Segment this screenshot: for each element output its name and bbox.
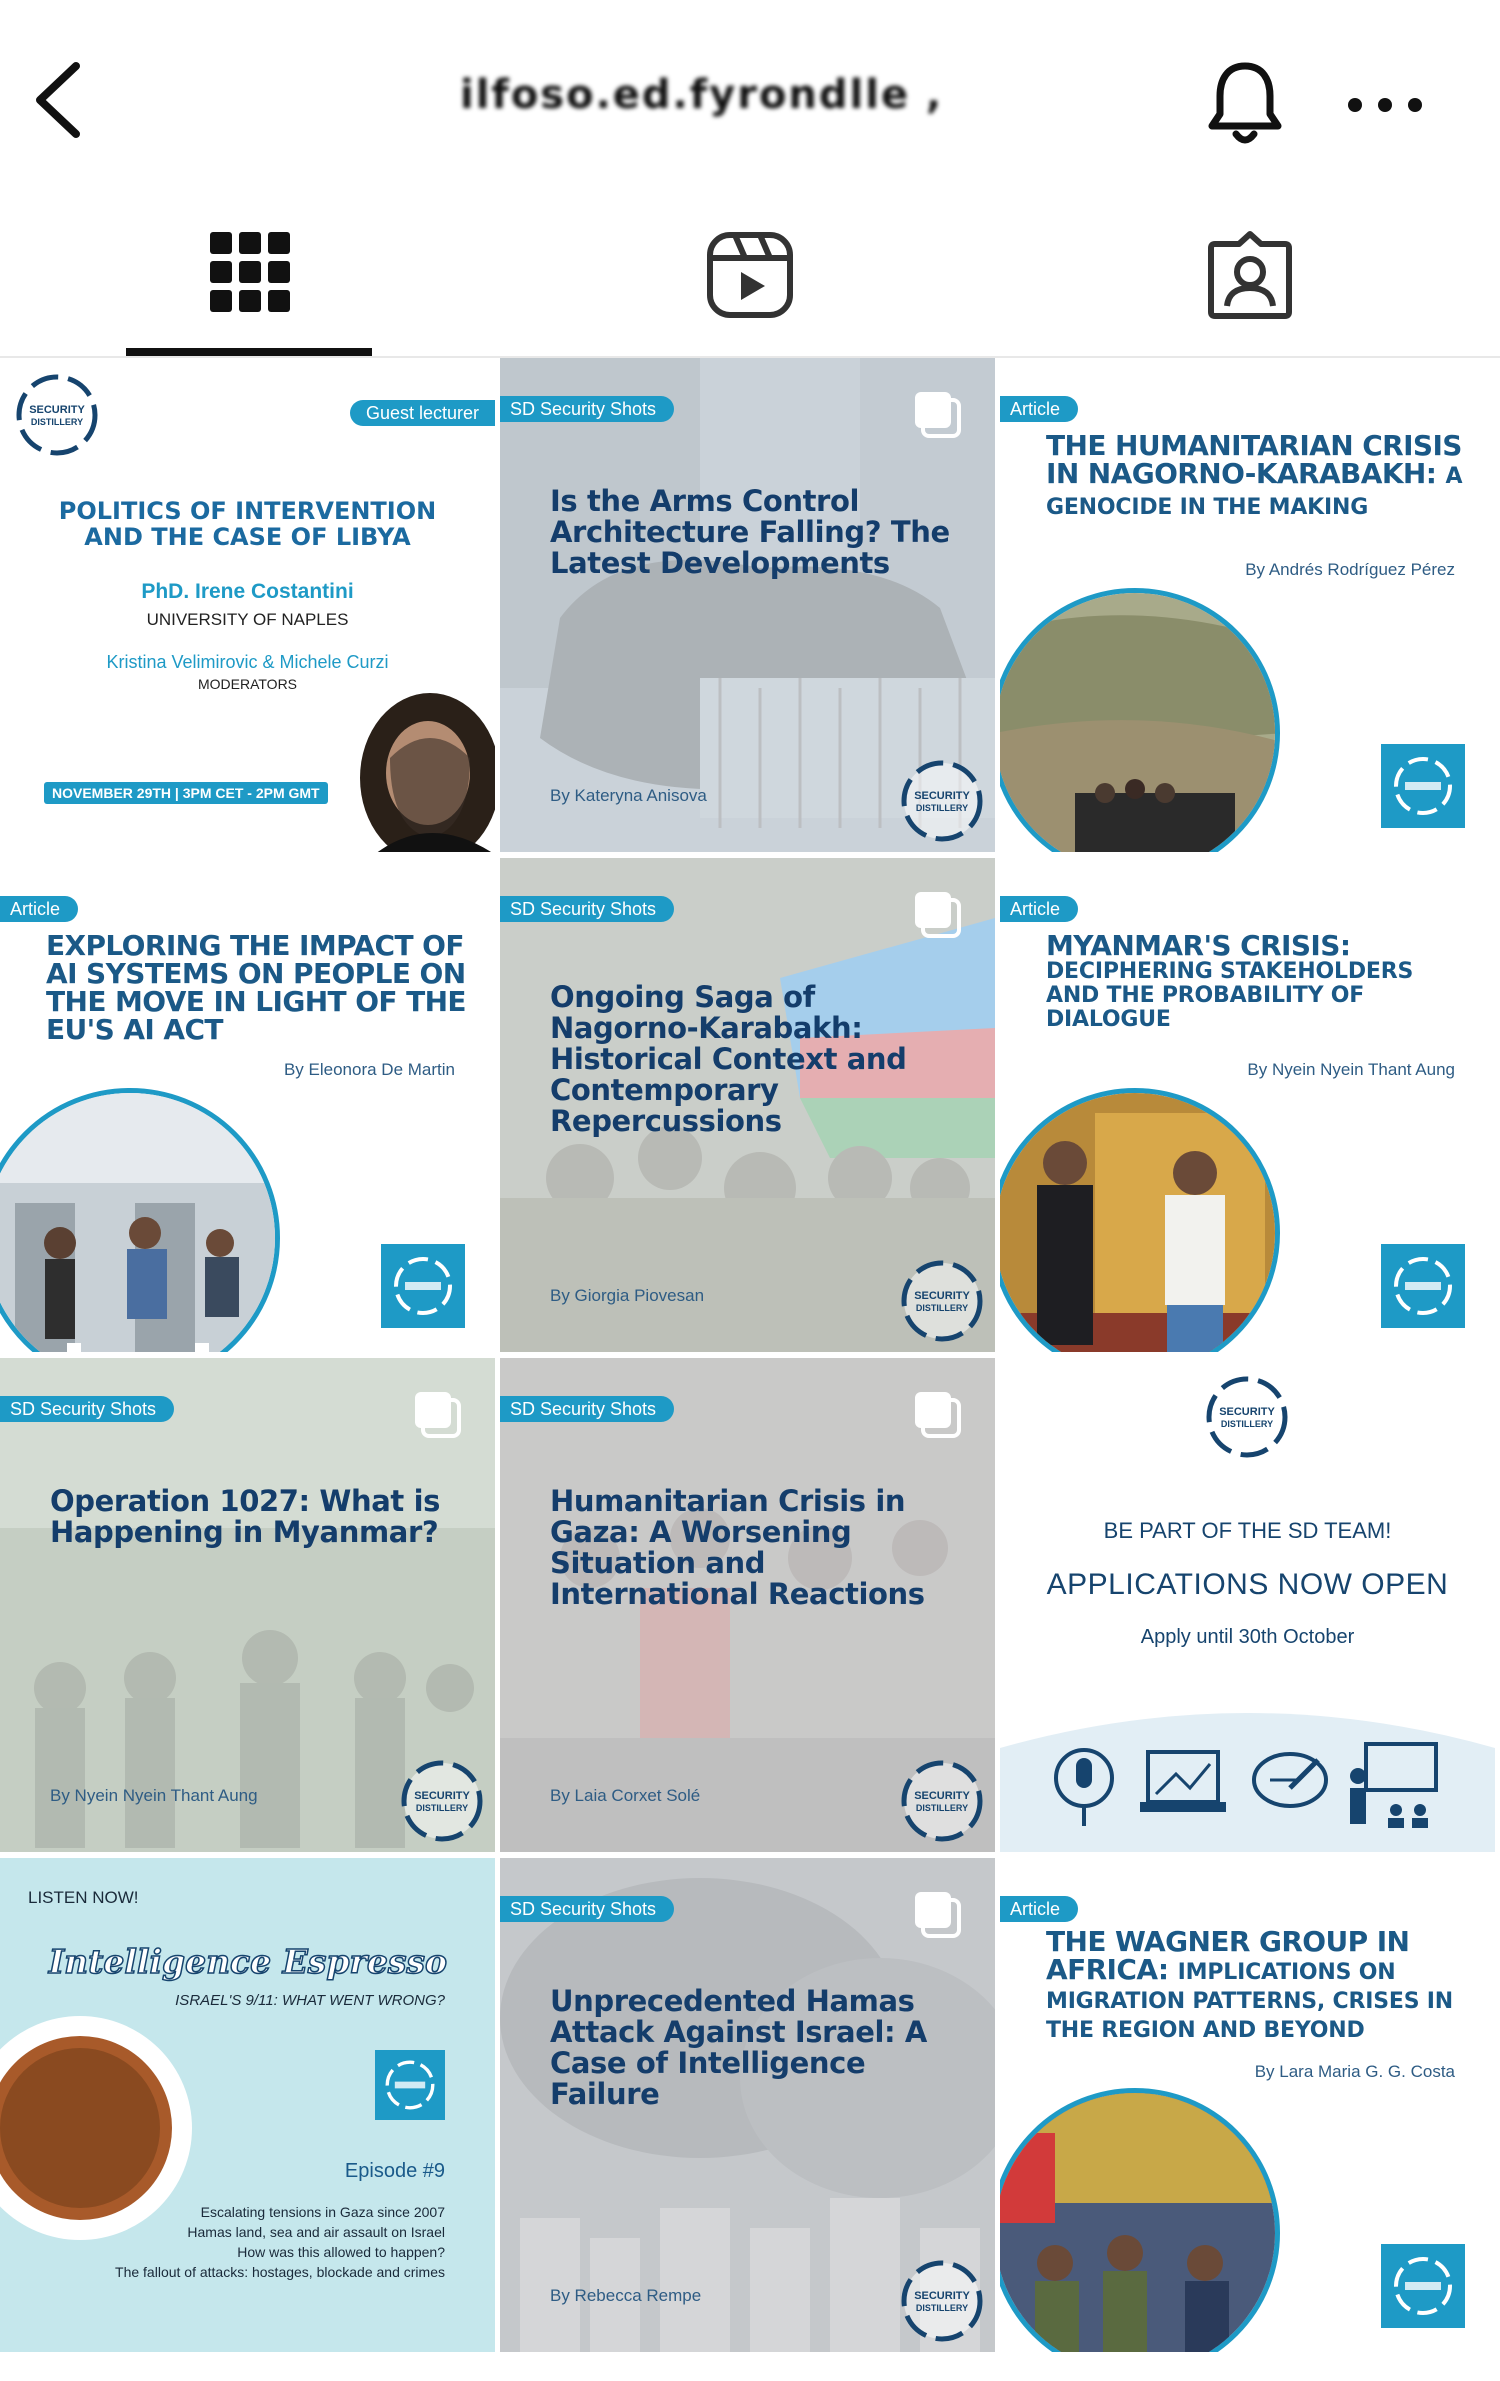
back-arrow-icon bbox=[30, 60, 90, 140]
post-category-tag: Article bbox=[1000, 396, 1078, 422]
posts-grid bbox=[0, 358, 1500, 2381]
post-byline: By Nyein Nyein Thant Aung bbox=[1247, 1060, 1455, 1079]
article-photo bbox=[0, 1088, 280, 1352]
svg-text:DISTILLERY: DISTILLERY bbox=[30, 417, 84, 427]
security-distillery-logo bbox=[14, 372, 100, 458]
svg-text:DISTILLERY: DISTILLERY bbox=[915, 803, 969, 813]
svg-text:DISTILLERY: DISTILLERY bbox=[915, 1803, 969, 1813]
post-tile[interactable] bbox=[1000, 358, 1495, 852]
notifications-button[interactable] bbox=[1200, 56, 1290, 151]
speaker-photo bbox=[350, 678, 495, 852]
carousel-icon bbox=[411, 1388, 465, 1442]
bell-icon bbox=[1200, 56, 1290, 151]
post-tile[interactable] bbox=[0, 1858, 495, 2352]
post-byline: By Eleonora De Martin bbox=[283, 1060, 455, 1079]
svg-text:SECURITY: SECURITY bbox=[29, 404, 85, 416]
post-category-tag: SD Security Shots bbox=[500, 896, 674, 922]
tagged-icon bbox=[1205, 230, 1295, 320]
svg-text:SECURITY: SECURITY bbox=[914, 790, 970, 802]
svg-text:DISTILLERY: DISTILLERY bbox=[1220, 1419, 1274, 1429]
post-byline: By Andrés Rodríguez Pérez bbox=[1245, 560, 1455, 579]
listen-kicker: LISTEN NOW! bbox=[28, 1888, 139, 1907]
post-tile[interactable] bbox=[0, 358, 495, 852]
post-category-tag: SD Security Shots bbox=[500, 1396, 674, 1422]
post-title bbox=[1046, 929, 1466, 1032]
post-byline: By Giorgia Piovesan bbox=[550, 1286, 705, 1305]
post-title: Is the Arms Control Architecture Falling? The Latest Developments bbox=[550, 484, 950, 580]
grid-icon bbox=[208, 230, 292, 314]
post-title-main: THE WAGNER GROUP IN AFRICA: bbox=[1046, 1925, 1410, 1986]
post-tile[interactable] bbox=[500, 1358, 995, 1852]
svg-text:DISTILLERY: DISTILLERY bbox=[915, 2303, 969, 2313]
post-category-tag: Article bbox=[0, 896, 78, 922]
post-tile[interactable] bbox=[500, 1858, 995, 2352]
recruit-deadline: Apply until 30th October bbox=[1140, 1626, 1355, 1648]
event-date: NOVEMBER 29TH | 3PM CET - 2PM GMT bbox=[44, 782, 328, 804]
recruit-kicker: BE PART OF THE SD TEAM! bbox=[1103, 1518, 1392, 1543]
reels-icon bbox=[705, 230, 795, 320]
post-category-tag: SD Security Shots bbox=[500, 1896, 674, 1922]
post-tile[interactable] bbox=[500, 858, 995, 1352]
carousel-icon bbox=[911, 888, 965, 942]
post-title-sub: IMPLICATIONS ON MIGRATION PATTERNS, CRISES IN THE REGION AND BEYOND bbox=[1046, 1960, 1453, 2043]
tab-reels[interactable] bbox=[500, 210, 1000, 358]
episode-line: The fallout of attacks: hostages, blockade and crimes bbox=[115, 2264, 445, 2280]
post-title: EXPLORING THE IMPACT OF AI SYSTEMS ON PEOPLE ON THE MOVE IN LIGHT OF THE EU'S AI ACT bbox=[46, 929, 466, 1046]
security-distillery-logo bbox=[1381, 744, 1465, 828]
security-distillery-logo bbox=[899, 758, 985, 844]
svg-text:SECURITY: SECURITY bbox=[914, 1290, 970, 1302]
post-title bbox=[1046, 1925, 1486, 2043]
post-title: Ongoing Saga of Nagorno-Karabakh: Historical Context and Contemporary Repercussions bbox=[550, 980, 907, 1138]
moderators-names: Kristina Velimirovic & Michele Curzi bbox=[106, 652, 389, 672]
post-tile[interactable] bbox=[0, 1358, 495, 1852]
post-tile[interactable] bbox=[500, 358, 995, 852]
episode-line: Hamas land, sea and air assault on Israel bbox=[187, 2224, 445, 2240]
post-category-tag: SD Security Shots bbox=[500, 396, 674, 422]
security-distillery-logo bbox=[1204, 1374, 1290, 1460]
post-title bbox=[1046, 429, 1466, 522]
security-distillery-logo bbox=[1381, 1244, 1465, 1328]
post-byline: By Laia Corxet Solé bbox=[550, 1786, 701, 1805]
post-category-tag: Article bbox=[1000, 1896, 1078, 1922]
security-distillery-logo bbox=[399, 1758, 485, 1844]
post-category-tag: SD Security Shots bbox=[0, 1396, 174, 1422]
tab-tagged[interactable] bbox=[1000, 210, 1500, 358]
post-title: Unprecedented Hamas Attack Against Israel: A Case of Intelligence Failure bbox=[550, 1984, 927, 2111]
post-byline: By Nyein Nyein Thant Aung bbox=[50, 1786, 258, 1805]
moderators-label: MODERATORS bbox=[197, 676, 298, 692]
episode-number: Episode #9 bbox=[344, 2160, 445, 2182]
post-category-tag: Guest lecturer bbox=[350, 400, 495, 426]
carousel-icon bbox=[911, 1888, 965, 1942]
post-byline: By Rebecca Rempe bbox=[550, 2286, 702, 2305]
svg-text:SECURITY: SECURITY bbox=[1219, 1406, 1275, 1418]
episode-subtitle: ISRAEL'S 9/11: WHAT WENT WRONG? bbox=[175, 1992, 445, 2009]
post-tile[interactable] bbox=[0, 858, 495, 1352]
speaker-name: PhD. Irene Costantini bbox=[141, 580, 354, 603]
post-title-sub: DECIPHERING STAKEHOLDERS AND THE PROBABILITY OF DIALOGUE bbox=[1046, 959, 1414, 1032]
tab-posts-grid[interactable] bbox=[0, 210, 500, 358]
back-button[interactable] bbox=[30, 60, 90, 140]
more-options-button[interactable] bbox=[1340, 80, 1430, 130]
carousel-icon bbox=[911, 388, 965, 442]
post-byline: By Kateryna Anisova bbox=[550, 786, 707, 805]
speaker-affiliation: UNIVERSITY OF NAPLES bbox=[146, 610, 349, 629]
post-tile[interactable] bbox=[1000, 858, 1495, 1352]
more-icon bbox=[1340, 80, 1430, 130]
lecture-title: POLITICS OF INTERVENTION AND THE CASE OF LIBYA bbox=[58, 497, 437, 551]
security-distillery-logo bbox=[899, 2258, 985, 2344]
post-title: Operation 1027: What is Happening in Myanmar? bbox=[50, 1484, 440, 1549]
episode-line: Escalating tensions in Gaza since 2007 bbox=[200, 2204, 445, 2220]
security-distillery-logo bbox=[1381, 2244, 1465, 2328]
carousel-icon bbox=[911, 1388, 965, 1442]
recruit-headline: APPLICATIONS NOW OPEN bbox=[1046, 1568, 1449, 1601]
post-title: Humanitarian Crisis in Gaza: A Worsening Situation and International Reactions bbox=[550, 1484, 925, 1611]
post-category-tag: Article bbox=[1000, 896, 1078, 922]
podcast-title: Intelligence Espresso bbox=[48, 1942, 447, 1981]
security-distillery-logo bbox=[899, 1258, 985, 1344]
active-tab-indicator bbox=[126, 348, 372, 356]
svg-text:SECURITY: SECURITY bbox=[414, 1790, 470, 1802]
post-tile[interactable] bbox=[1000, 1858, 1495, 2352]
post-title-sub: A GENOCIDE IN THE MAKING bbox=[1046, 464, 1463, 520]
security-distillery-logo bbox=[375, 2050, 445, 2120]
article-photo bbox=[1000, 588, 1280, 852]
profile-tabs bbox=[0, 210, 1500, 358]
post-title-main: MYANMAR'S CRISIS: bbox=[1046, 929, 1351, 962]
profile-username: ilfoso.ed.fyrondlle , bbox=[460, 72, 944, 118]
post-title-main: THE HUMANITARIAN CRISIS IN NAGORNO-KARABAKH: bbox=[1046, 429, 1462, 490]
svg-text:SECURITY: SECURITY bbox=[914, 1790, 970, 1802]
security-distillery-logo bbox=[381, 1244, 465, 1328]
security-distillery-logo bbox=[899, 1758, 985, 1844]
svg-text:DISTILLERY: DISTILLERY bbox=[915, 1303, 969, 1313]
post-tile[interactable] bbox=[1000, 1358, 1495, 1852]
article-photo bbox=[1000, 1088, 1280, 1352]
svg-text:DISTILLERY: DISTILLERY bbox=[415, 1803, 469, 1813]
episode-bullets bbox=[115, 2202, 445, 2282]
article-photo bbox=[1000, 2088, 1280, 2352]
episode-line: How was this allowed to happen? bbox=[237, 2244, 445, 2260]
post-byline: By Lara Maria G. G. Costa bbox=[1254, 2062, 1455, 2081]
svg-text:SECURITY: SECURITY bbox=[914, 2290, 970, 2302]
profile-header bbox=[0, 0, 1500, 210]
roles-illustration bbox=[1000, 1688, 1495, 1852]
